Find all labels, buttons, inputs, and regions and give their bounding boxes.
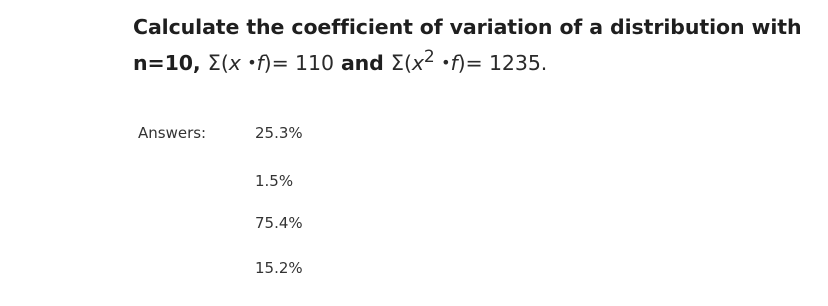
exponent-two: 2 <box>423 47 435 67</box>
close-paren: ) <box>457 50 466 75</box>
answers-label: Answers: <box>138 124 207 142</box>
variable-f: f <box>450 50 458 75</box>
answer-option-4[interactable]: 15.2% <box>255 259 303 277</box>
question-text <box>133 12 813 78</box>
sum-x-f-result: = 110 <box>271 50 334 75</box>
question-line-2 <box>133 42 813 78</box>
answer-option-2[interactable]: 1.5% <box>255 172 294 190</box>
multiply-bullet: • <box>247 52 257 72</box>
sigma-symbol: Σ <box>390 50 404 75</box>
question-n-value: n=10, <box>133 50 201 75</box>
variable-x: x <box>228 50 241 75</box>
sigma-symbol: Σ <box>207 50 221 75</box>
variable-x: x <box>411 50 424 75</box>
multiply-bullet: • <box>441 52 451 72</box>
question-line-1: Calculate the coefficient of variation of a distribution with <box>133 15 802 39</box>
conjunction-and: and <box>340 50 384 75</box>
answer-option-1[interactable]: 25.3% <box>255 124 303 142</box>
close-paren: ) <box>263 50 272 75</box>
answer-option-3[interactable]: 75.4% <box>255 214 303 232</box>
open-paren: ( <box>220 50 229 75</box>
sum-x-squared-times-f <box>390 47 548 75</box>
open-paren: ( <box>403 50 412 75</box>
sum-x2-f-result: = 1235. <box>465 50 548 75</box>
sum-x-times-f <box>208 51 334 75</box>
variable-f: f <box>256 50 264 75</box>
